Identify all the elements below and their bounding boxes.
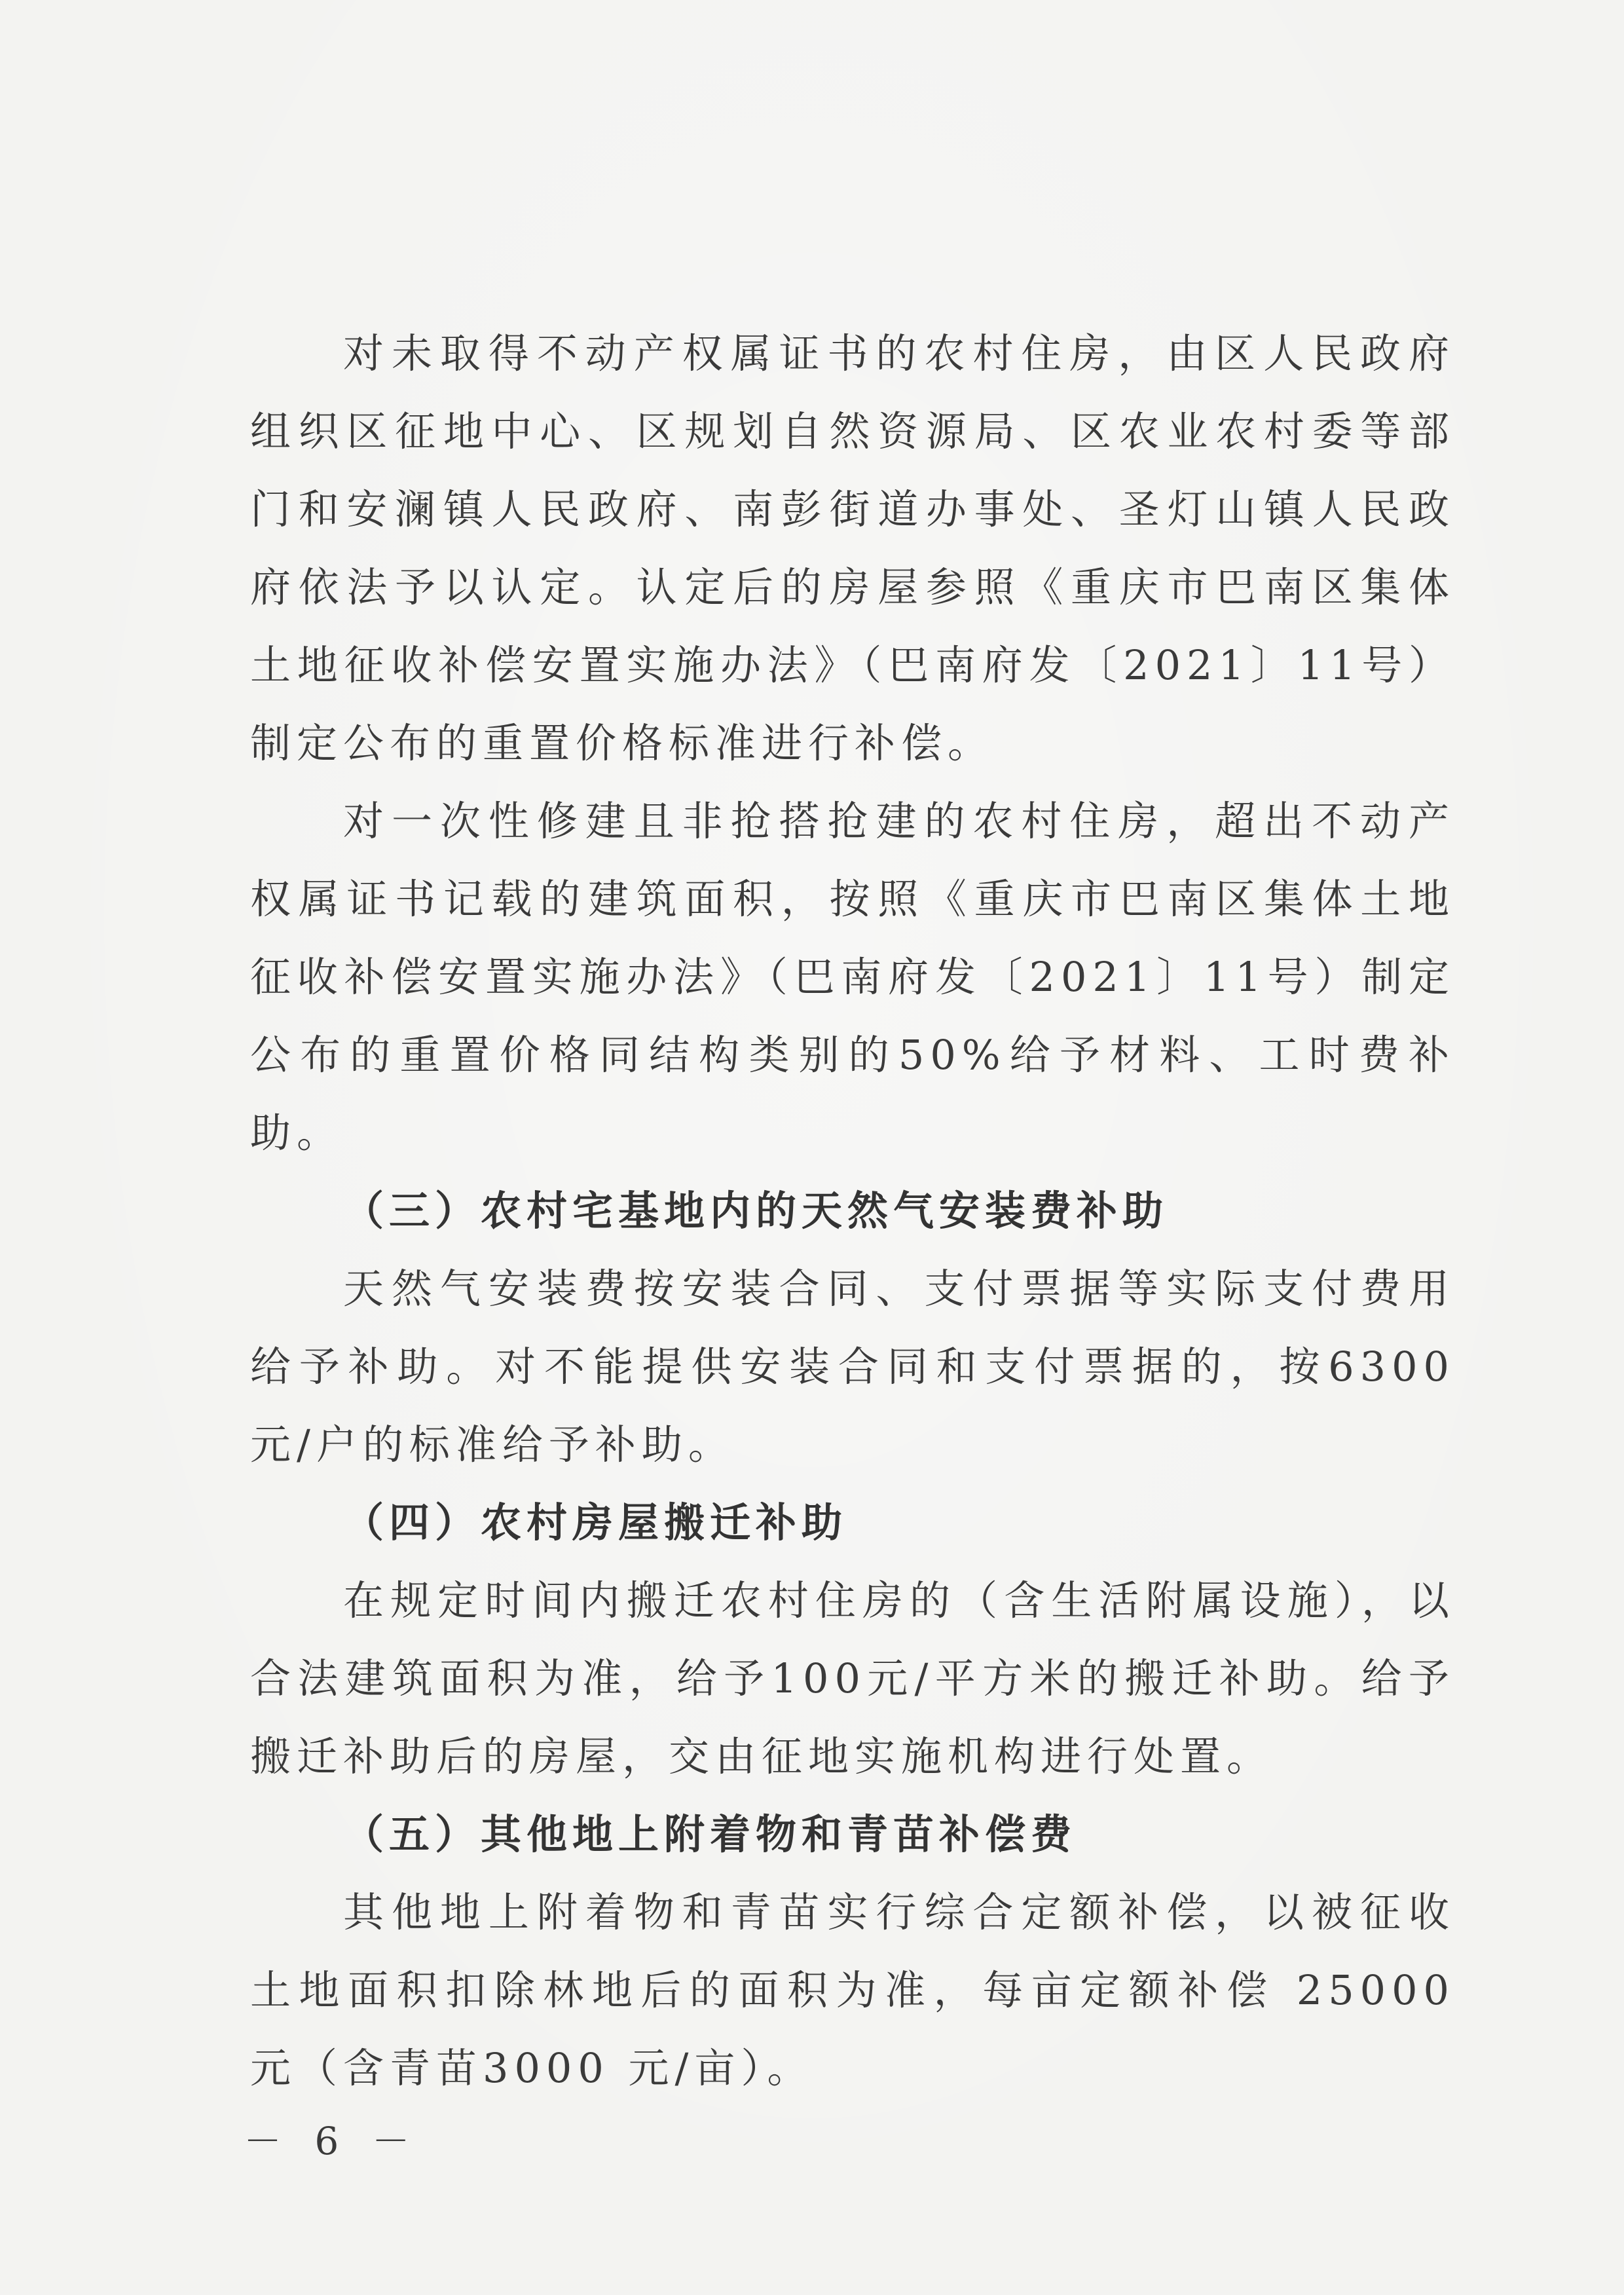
section-heading-gas-installation: （三）农村宅基地内的天然气安装费补助 — [343, 1187, 1169, 1235]
document-body — [250, 314, 1455, 2107]
paragraph-gas-installation: 天然气安装费按安装合同、支付票据等实际支付费用给予补助。对不能提供安装合同和支付票据的，按6300元/户的标准给予补助。 — [250, 1265, 1455, 1468]
page-number: － 6 － — [244, 2119, 420, 2163]
paragraph-excess-area-subsidy: 对一次性修建且非抢搭抢建的农村住房，超出不动产权属证书记载的建筑面积，按照《重庆市巴南区集体土地征收补偿安置实施办法》（巴南府发〔2021〕11号）制定公布的重置价格同结构类别的50%给予材料、工时费补助。 — [250, 797, 1455, 1157]
paragraph-unregistered-housing: 对未取得不动产权属证书的农村住房，由区人民政府组织区征地中心、区规划自然资源局、区农业农村委等部门和安澜镇人民政府、南彭街道办事处、圣灯山镇人民政府依法予以认定。认定后的房屋参照《重庆市巴南区集体土地征收补偿安置实施办法》（巴南府发〔2021〕11号）制定公布的重置价格标准进行补偿。 — [250, 329, 1455, 767]
paragraph-relocation-subsidy: 在规定时间内搬迁农村住房的（含生活附属设施），以合法建筑面积为准，给予100元/平方米的搬迁补助。给予搬迁补助后的房屋，交由征地实施机构进行处置。 — [250, 1577, 1455, 1780]
section-heading-attachments-crops: （五）其他地上附着物和青苗补偿费 — [343, 1810, 1077, 1858]
paragraph-attachments-crops: 其他地上附着物和青苗实行综合定额补偿，以被征收土地面积扣除林地后的面积为准，每亩定额补偿 25000 元（含青苗3000 元/亩）。 — [250, 1888, 1455, 2092]
section-heading-relocation-subsidy: （四）农村房屋搬迁补助 — [343, 1499, 848, 1546]
